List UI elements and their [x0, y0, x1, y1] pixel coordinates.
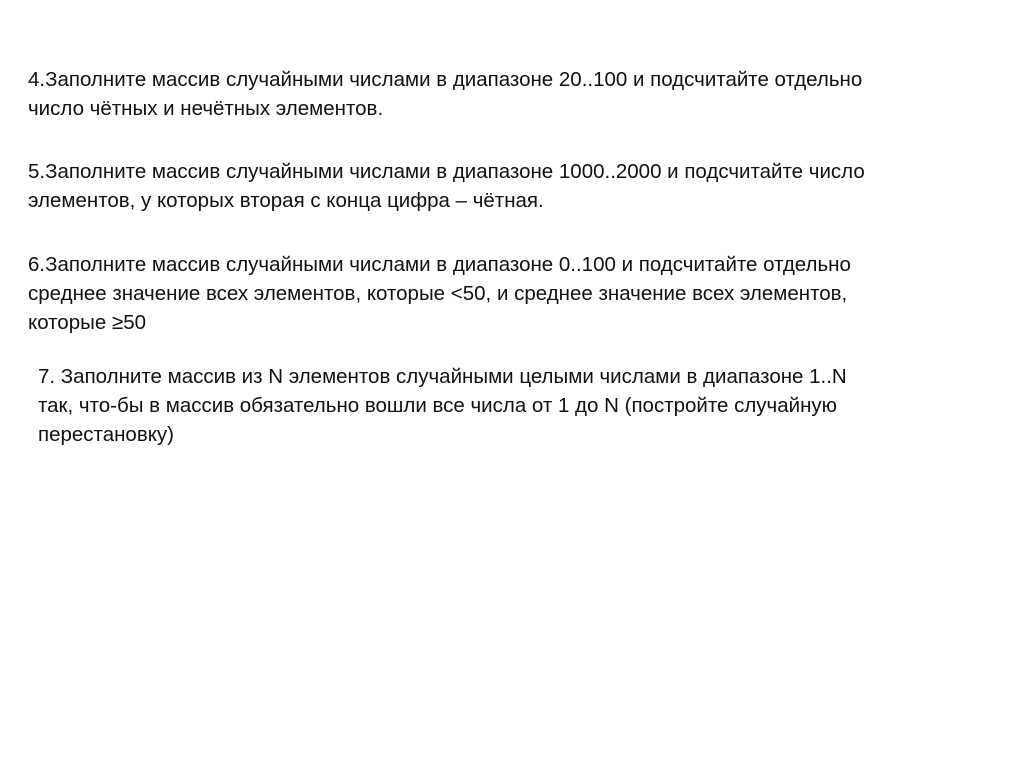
task-6-text: 6.Заполните массив случайными числами в диапазоне 0..100 и подсчитайте отдельно среднее значение всех элементов, которые <50, и среднее значение всех элементов, которые ≥50 [28, 253, 851, 334]
task-4-text: 4.Заполните массив случайными числами в диапазоне 20..100 и подсчитайте отдельно число чётных и нечётных элементов. [28, 68, 863, 120]
task-7-text: 7. Заполните массив из N элементов случайными целыми числами в диапазоне 1..N так, что-бы в массив обязательно вошли все числа от 1 до N (постройте случайную перестановку) [38, 365, 847, 446]
task-5-text: 5.Заполните массив случайными числами в диапазоне 1000..2000 и подсчитайте число элементов, у которых вторая с конца цифра – чётная. [28, 160, 865, 212]
